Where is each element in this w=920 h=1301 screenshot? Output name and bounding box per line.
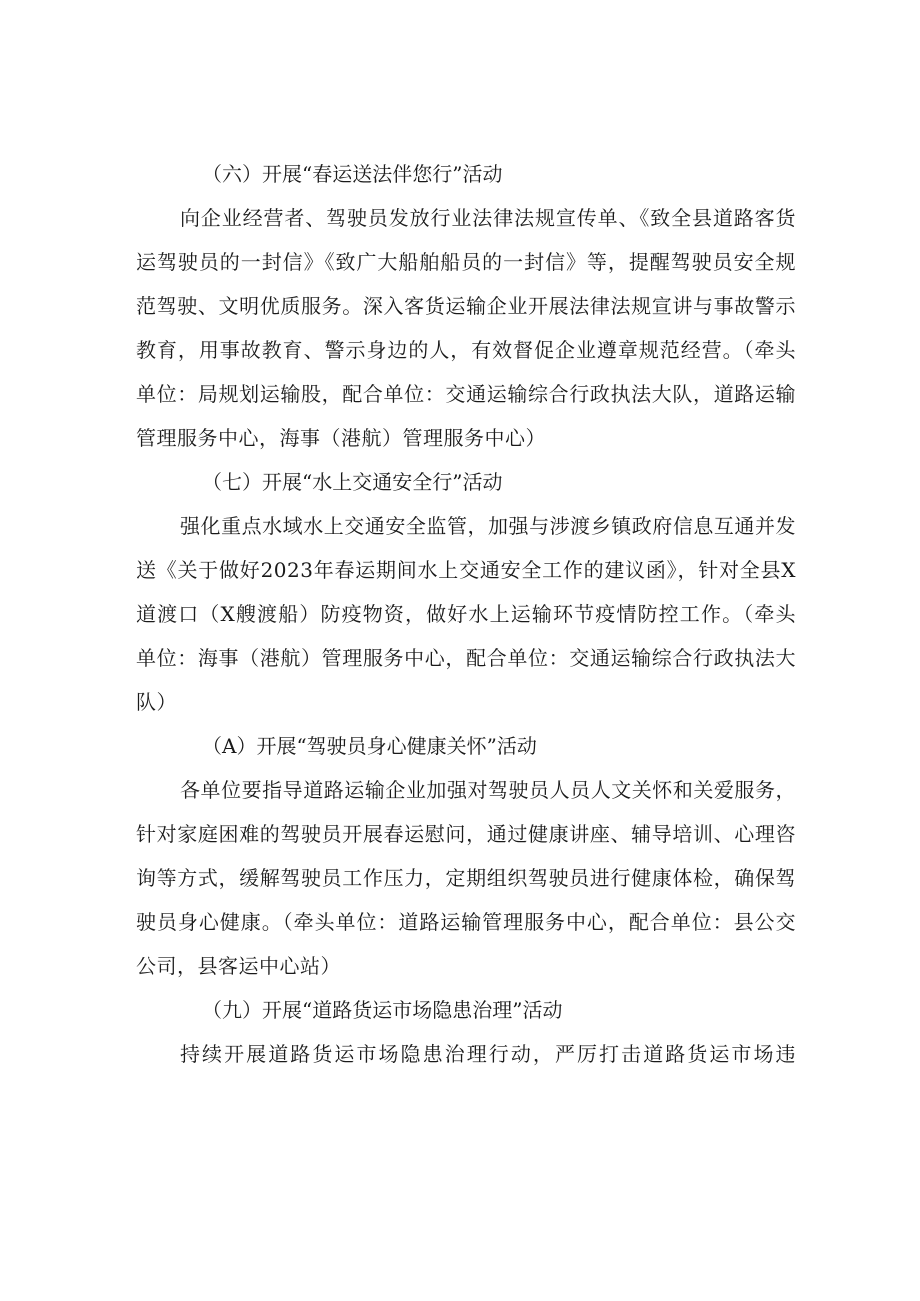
section-paragraph-6: 向企业经营者、驾驶员发放行业法律法规宣传单、《致全县道路客货运驾驶员的一封信》《致广大船舶船员的一封信》等，提醒驾驶员安全规范驾驶、文明优质服务。深入客货运输企业开展法律法规宣讲与事故警示教育，用事故教育、警示身边的人，有效督促企业遵章规范经营。（牵头单位：局规划运输股，配合单位：交通运输综合行政执法大队，道路运输管理服务中心，海事（港航）管理服务中心） (136, 206, 796, 450)
section-heading-8: （A）开展“驾驶员身心健康关怀”活动 (202, 734, 537, 758)
section-heading-6: （六）开展“春运送法伴您行”活动 (202, 162, 503, 186)
section-heading-9: （九）开展“道路货运市场隐患治理”活动 (202, 998, 563, 1022)
section-paragraph-8: 各单位要指导道路运输企业加强对驾驶员人员人文关怀和关爱服务，针对家庭困难的驾驶员开展春运慰问，通过健康讲座、辅导培训、心理咨询等方式，缓解驾驶员工作压力，定期组织驾驶员进行健康体检，确保驾驶员身心健康。（牵头单位：道路运输管理服务中心，配合单位：县公交公司，县客运中心站） (136, 778, 796, 978)
document-body (136, 152, 796, 1076)
section-heading-7: （七）开展“水上交通安全行”活动 (202, 470, 503, 494)
section-paragraph-7: 强化重点水域水上交通安全监管，加强与涉渡乡镇政府信息互通并发送《关于做好2023年春运期间水上交通安全工作的建议函》，针对全县X道渡口（X艘渡船）防疫物资，做好水上运输环节疫情防控工作。（牵头单位：海事（港航）管理服务中心，配合单位：交通运输综合行政执法大队） (136, 514, 796, 714)
section-paragraph-9: 持续开展道路货运市场隐患治理行动，严厉打击道路货运市场违 (180, 1042, 796, 1066)
